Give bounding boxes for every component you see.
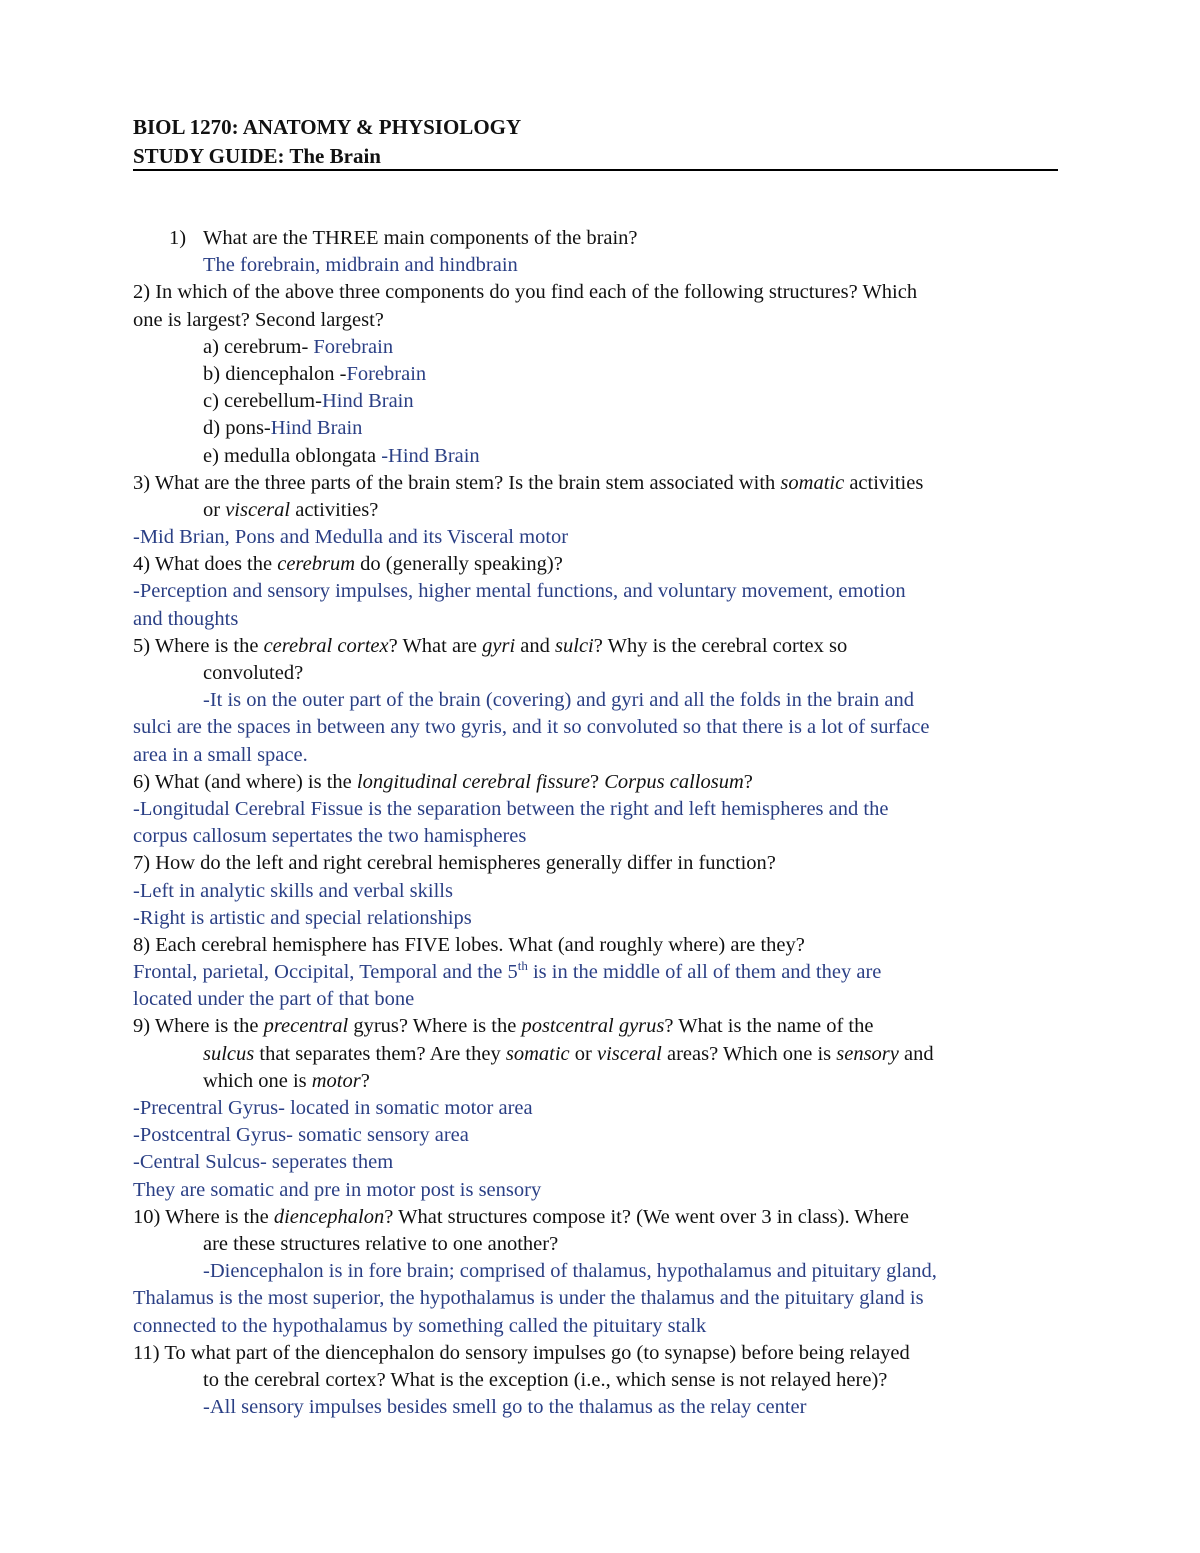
answer-text: th xyxy=(517,958,528,974)
document-line xyxy=(133,415,1058,442)
answer-text: Hind Brain xyxy=(270,417,363,440)
question-text: visceral xyxy=(225,498,291,521)
question-text: and xyxy=(898,1042,934,1065)
document-line xyxy=(133,578,1058,605)
answer-text: -Mid Brian, Pons and Medulla and its Visceral motor xyxy=(133,526,569,549)
question-text: ? What structures compose it? (We went over 3 in class). Where xyxy=(384,1205,909,1228)
document-line xyxy=(133,633,1058,660)
question-text: to the cerebral cortex? What is the exception (i.e., which sense is not relayed here)? xyxy=(203,1368,888,1391)
document-line xyxy=(133,905,1058,932)
question-text: areas? Which one is xyxy=(661,1042,837,1065)
question-text: b) diencephalon - xyxy=(203,362,347,385)
answer-text: located under the part of that bone xyxy=(133,988,415,1011)
question-text: 2) In which of the above three components do you find each of the following structures? Which xyxy=(133,281,918,304)
answer-text: -All sensory impulses besides smell go to the thalamus as the relay center xyxy=(203,1396,807,1419)
document-line xyxy=(133,878,1058,905)
header-divider xyxy=(133,169,1058,171)
answer-text: Forebrain xyxy=(346,362,427,385)
answer-text: connected to the hypothalamus by something called the pituitary stalk xyxy=(133,1314,707,1337)
answer-text: -Right is artistic and special relationships xyxy=(133,906,472,929)
document-line xyxy=(133,742,1058,769)
question-text: c) cerebellum- xyxy=(203,390,322,413)
question-text: sulcus xyxy=(203,1042,255,1065)
question-text: 4) What does the xyxy=(133,553,278,576)
answer-text: is in the middle of all of them and they are xyxy=(527,961,882,984)
document-line xyxy=(133,470,1058,497)
question-text: 9) Where is the xyxy=(133,1015,264,1038)
question-text: diencephalon xyxy=(273,1205,385,1228)
study-guide-body xyxy=(133,225,1058,1421)
question-text: sulci xyxy=(555,634,594,657)
document-line xyxy=(133,1095,1058,1122)
question-text: ? Why is the cerebral cortex so xyxy=(593,634,848,657)
answer-text: The forebrain, midbrain and hindbrain xyxy=(203,254,518,277)
answer-text: -Perception and sensory impulses, higher mental functions, and voluntary movement, emotion xyxy=(133,580,906,603)
question-text: 6) What (and where) is the xyxy=(133,770,357,793)
question-text: which one is xyxy=(203,1069,312,1092)
document-line xyxy=(133,1041,1058,1068)
document-header xyxy=(133,113,1058,171)
answer-text: -Hind Brain xyxy=(381,444,480,467)
document-line xyxy=(133,1313,1058,1340)
question-text: a) cerebrum- xyxy=(203,335,314,358)
answer-text: They are somatic and pre in motor post is sensory xyxy=(133,1178,542,1201)
answer-text: area in a small space. xyxy=(133,743,308,766)
question-text: 8) Each cerebral hemisphere has FIVE lobes. What (and roughly where) are they? xyxy=(133,933,805,956)
course-title: BIOL 1270: ANATOMY & PHYSIOLOGY xyxy=(133,115,522,139)
question-text: d) pons- xyxy=(203,417,271,440)
answer-text: -Central Sulcus- seperates them xyxy=(133,1151,394,1174)
question-text: somatic xyxy=(780,471,845,494)
answer-text: Forebrain xyxy=(313,335,394,358)
document-line xyxy=(133,307,1058,334)
document-line xyxy=(133,551,1058,578)
document-line xyxy=(133,796,1058,823)
question-text: visceral xyxy=(596,1042,662,1065)
answer-text: and thoughts xyxy=(133,607,239,630)
question-text: postcentral gyrus xyxy=(521,1015,665,1038)
document-line xyxy=(133,524,1058,551)
document-line xyxy=(133,714,1058,741)
document-line xyxy=(133,932,1058,959)
document-line xyxy=(133,606,1058,633)
question-text: ? xyxy=(360,1069,370,1092)
document-line xyxy=(133,769,1058,796)
answer-text: corpus callosum sepertates the two hamispheres xyxy=(133,825,527,848)
document-line xyxy=(133,1340,1058,1367)
document-line xyxy=(133,361,1058,388)
document-line xyxy=(133,660,1058,687)
document-line xyxy=(133,1122,1058,1149)
document-line xyxy=(133,1394,1058,1421)
question-text: 10) Where is the xyxy=(133,1205,274,1228)
question-text: or xyxy=(203,498,226,521)
question-text: 11) To what part of the diencephalon do sensory impulses go (to synapse) before being relayed xyxy=(133,1341,910,1364)
question-text: ? xyxy=(743,770,753,793)
question-text: ? What are xyxy=(388,634,483,657)
answer-text: -Postcentral Gyrus- somatic sensory area xyxy=(133,1124,469,1147)
document-line xyxy=(133,225,1058,252)
question-text: are these structures relative to one another? xyxy=(203,1232,559,1255)
question-text: cerebrum xyxy=(277,553,356,576)
answer-text: -Longitudal Cerebral Fissue is the separation between the right and left hemispheres and the xyxy=(133,797,889,820)
question-text: gyri xyxy=(482,634,516,657)
answer-text: -Diencephalon is in fore brain; comprised of thalamus, hypothalamus and pituitary gland, xyxy=(203,1260,937,1283)
question-text: motor xyxy=(311,1069,361,1092)
question-text: ? xyxy=(589,770,605,793)
answer-text: Frontal, parietal, Occipital, Temporal and the 5 xyxy=(133,961,518,984)
answer-text: Thalamus is the most superior, the hypothalamus is under the thalamus and the pituitary gland is xyxy=(133,1287,924,1310)
answer-text: Hind Brain xyxy=(321,390,414,413)
document-line xyxy=(133,388,1058,415)
document-line xyxy=(133,1258,1058,1285)
document-line xyxy=(133,986,1058,1013)
document-line xyxy=(133,1285,1058,1312)
question-text: Corpus callosum xyxy=(604,770,744,793)
question-text: convoluted? xyxy=(203,662,304,684)
question-text: gyrus? Where is the xyxy=(348,1015,522,1038)
document-line xyxy=(133,279,1058,306)
answer-text: -Precentral Gyrus- located in somatic motor area xyxy=(133,1097,533,1119)
question-text: precentral xyxy=(263,1015,349,1038)
question-text: cerebral cortex xyxy=(263,634,389,657)
list-number: 1) xyxy=(169,227,187,249)
document-line xyxy=(133,443,1058,470)
question-text: one is largest? Second largest? xyxy=(133,308,384,331)
question-text: 3) What are the three parts of the brain stem? Is the brain stem associated with xyxy=(133,471,781,494)
document-line xyxy=(133,1013,1058,1040)
answer-text: -Left in analytic skills and verbal skills xyxy=(133,879,453,902)
study-guide-title: STUDY GUIDE: The Brain xyxy=(133,144,381,168)
question-text: activities? xyxy=(290,498,379,521)
document-line xyxy=(133,1149,1058,1176)
question-text: and xyxy=(515,634,556,657)
question-text: ? What is the name of the xyxy=(664,1015,874,1038)
document-line xyxy=(133,1204,1058,1231)
document-line xyxy=(133,959,1058,986)
document-line xyxy=(133,823,1058,850)
question-text: e) medulla oblongata xyxy=(203,444,382,467)
document-line xyxy=(133,1177,1058,1204)
document-line xyxy=(133,1367,1058,1394)
question-text: or xyxy=(569,1042,597,1065)
document-line xyxy=(133,252,1058,279)
question-text: do (generally speaking)? xyxy=(355,553,563,576)
question-text: that separates them? Are they xyxy=(254,1042,506,1065)
question-text: sensory xyxy=(836,1042,899,1065)
document-line xyxy=(133,1068,1058,1095)
question-text: What are the THREE main components of the brain? xyxy=(203,227,638,249)
document-line xyxy=(133,334,1058,361)
document-line xyxy=(133,497,1058,524)
question-text: 7) How do the left and right cerebral hemispheres generally differ in function? xyxy=(133,852,776,875)
question-text: somatic xyxy=(505,1042,570,1065)
document-line xyxy=(133,687,1058,714)
question-text: 5) Where is the xyxy=(133,634,264,657)
document-line xyxy=(133,850,1058,877)
answer-text: -It is on the outer part of the brain (covering) and gyri and all the folds in the brain and xyxy=(203,689,915,712)
document-line xyxy=(133,1231,1058,1258)
answer-text: sulci are the spaces in between any two gyris, and it so convoluted so that there is a lot of surface xyxy=(133,716,930,739)
question-text: longitudinal cerebral fissure xyxy=(356,770,590,793)
question-text: activities xyxy=(844,471,924,494)
